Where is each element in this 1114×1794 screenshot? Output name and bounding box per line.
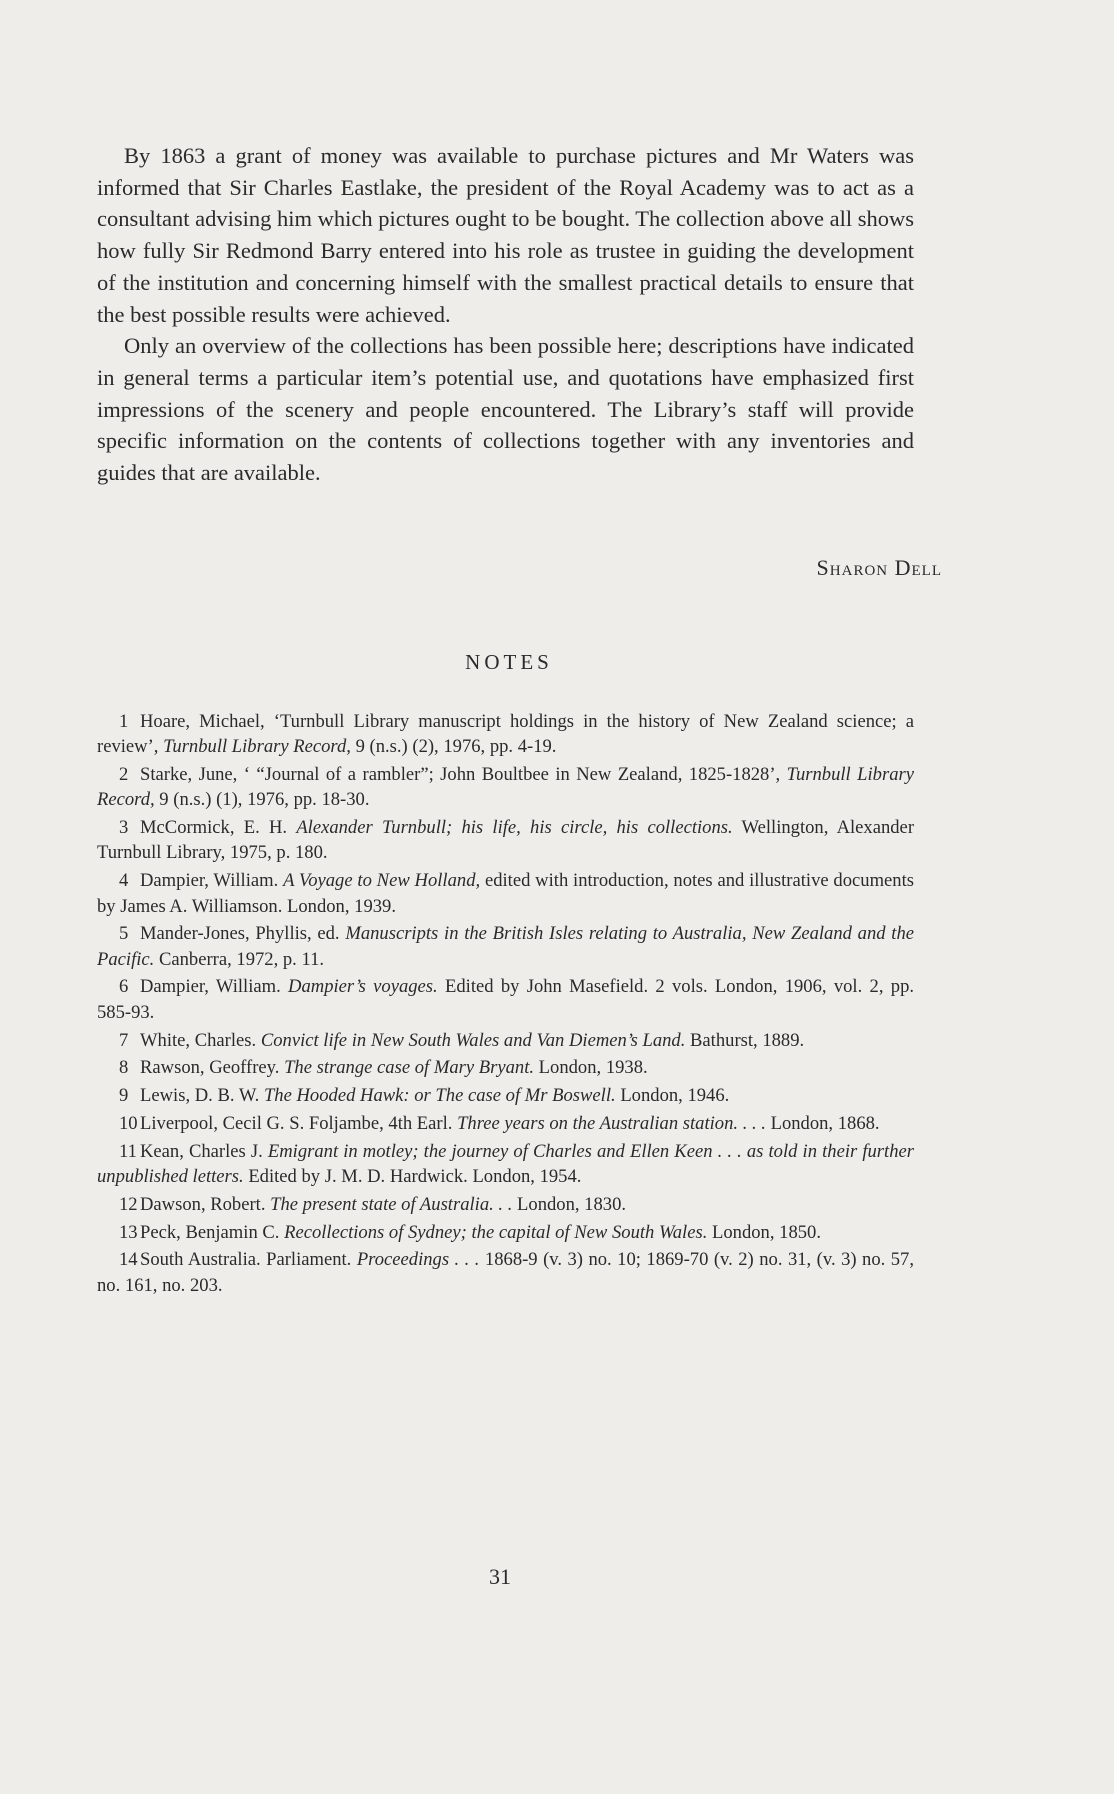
note-text: Dawson, Robert. [140,1193,271,1215]
note-number: 13 [119,1221,138,1243]
note-title: Dampier’s voyages. [288,976,438,998]
note-title: Convict life in New South Wales and Van Diemen’s Land. [260,1029,686,1051]
note-title: Emigrant in motley; the journey of Charles and Ellen Keen . . . as told in their further unpublished letters. [97,1140,914,1188]
note-item [97,762,914,813]
note-text: Liverpool, Cecil G. S. Foljambe, 4th Earl. [140,1112,458,1134]
note-text: Hoare, Michael, ‘Turnbull Library manuscript holdings in the history of New Zealand science; a review’, [97,711,914,758]
note-title: Manuscripts in the British Isles relating to Australia, New Zealand and the Pacific. [97,923,915,970]
page-number-text: 31 [489,1564,511,1589]
note-text: London, 1850. [707,1221,821,1243]
note-text: 1868-9 (v. 3) no. 10; 1869-70 (v. 2) no. 31, (v. 3) no. 57, no. 161, no. 203. [97,1249,914,1296]
note-text: White, Charles. [140,1029,261,1051]
paragraph: Only an overview of the collections has been possible here; descriptions have indicated in general terms a particular item’s potential use, and quotations have emphasized first impressions of the scenery and people encountered. The Library’s staff will provide specific information on the contents of collections together with any inventories and guides that are available. [97,333,914,486]
note-text: 9 (n.s.) (2), 1976, pp. 4-19. [350,736,557,758]
note-number: 14 [119,1249,138,1271]
note-text: Mander-Jones, Phyllis, ed. [140,923,346,945]
notes-list [97,709,914,1301]
note-title: Turnbull Library Record, [163,736,351,758]
note-title: Turnbull Library Record, [97,764,915,811]
note-text: Lewis, D. B. W. [140,1085,264,1107]
note-title: Recollections of Sydney; the capital of New South Wales. [284,1221,708,1243]
note-title: A Voyage to New Holland, [283,870,481,892]
note-number: 4 [119,870,129,892]
note-text: McCormick, E. H. [140,817,297,839]
note-item [97,709,914,760]
note-item [97,1192,914,1217]
page-number [0,1564,1114,1590]
note-number: 10 [119,1112,138,1134]
note-text: Kean, Charles J. [140,1140,268,1162]
note-text: edited with introduction, notes and illustrative documents by James A. Williamson. London, 1939. [97,870,914,917]
note-text: Edited by John Masefield. 2 vols. London, 1906, vol. 2, pp. 585-93. [97,976,915,1023]
note-number: 5 [119,923,129,945]
note-item [97,1083,914,1108]
note-title: The strange case of Mary Bryant. [284,1057,535,1079]
note-text: Edited by J. M. D. Hardwick. London, 1954. [243,1166,582,1188]
note-number: 2 [119,764,129,786]
note-title: Alexander Turnbull; his life, his circle, his collections. [296,817,733,839]
note-item [97,815,914,866]
note-text: London, 1830. [512,1193,627,1215]
note-text: London, 1868. [765,1112,880,1134]
note-item [97,1028,914,1053]
note-text: Starke, June, ‘ “Journal of a rambler”; John Boultbee in New Zealand, 1825-1828’, [140,764,787,786]
note-number: 3 [119,817,129,839]
note-number: 12 [119,1193,138,1215]
note-text: Dampier, William. [140,870,284,892]
note-text: Dampier, William. [140,976,289,998]
note-text: London, 1946. [615,1085,730,1107]
note-title: Three years on the Australian station. . . . [457,1112,766,1134]
body-text [97,140,914,489]
paragraph: By 1863 a grant of money was available to purchase pictures and Mr Waters was informed that Sir Charles Eastlake, the president of the Royal Academy was to act as a consultant advising him which pictures ought to be bought. The collection above all shows how fully Sir Redmond Barry entered into his role as trustee in guiding the development of the institution and concerning himself with the smallest practical details to ensure that the best possible results were achieved. [97,143,914,327]
note-text: Peck, Benjamin C. [140,1221,285,1243]
note-item [97,974,914,1025]
note-title: The Hooded Hawk: or The case of Mr Boswell. [263,1085,616,1107]
note-item [97,1247,914,1298]
note-item [97,1111,914,1136]
note-number: 8 [119,1057,129,1079]
note-number: 7 [119,1029,129,1051]
notes-heading [0,650,1114,675]
note-number: 1 [119,711,129,732]
note-text: Bathurst, 1889. [685,1029,805,1051]
note-text: Rawson, Geoffrey. [140,1057,285,1079]
note-item [97,1139,914,1190]
note-text: South Australia. Parliament. [140,1249,357,1271]
note-text: Wellington, Alexander Turnbull Library, 1975, p. 180. [97,817,915,864]
note-number: 11 [119,1140,137,1162]
note-text: 9 (n.s.) (1), 1976, pp. 18-30. [154,789,370,811]
note-text: London, 1938. [534,1057,648,1079]
note-item [97,1055,914,1080]
note-item [97,1220,914,1245]
note-item [97,921,914,972]
note-number: 9 [119,1085,129,1107]
notes-heading-text: NOTES [465,650,553,674]
author-signature: Sharon Dell [816,555,942,580]
note-title: Proceedings . . . [356,1249,480,1271]
note-number: 6 [119,976,129,998]
note-text: Canberra, 1972, p. 11. [154,948,325,970]
note-item [97,868,914,919]
note-title: The present state of Australia. . . [270,1193,513,1215]
